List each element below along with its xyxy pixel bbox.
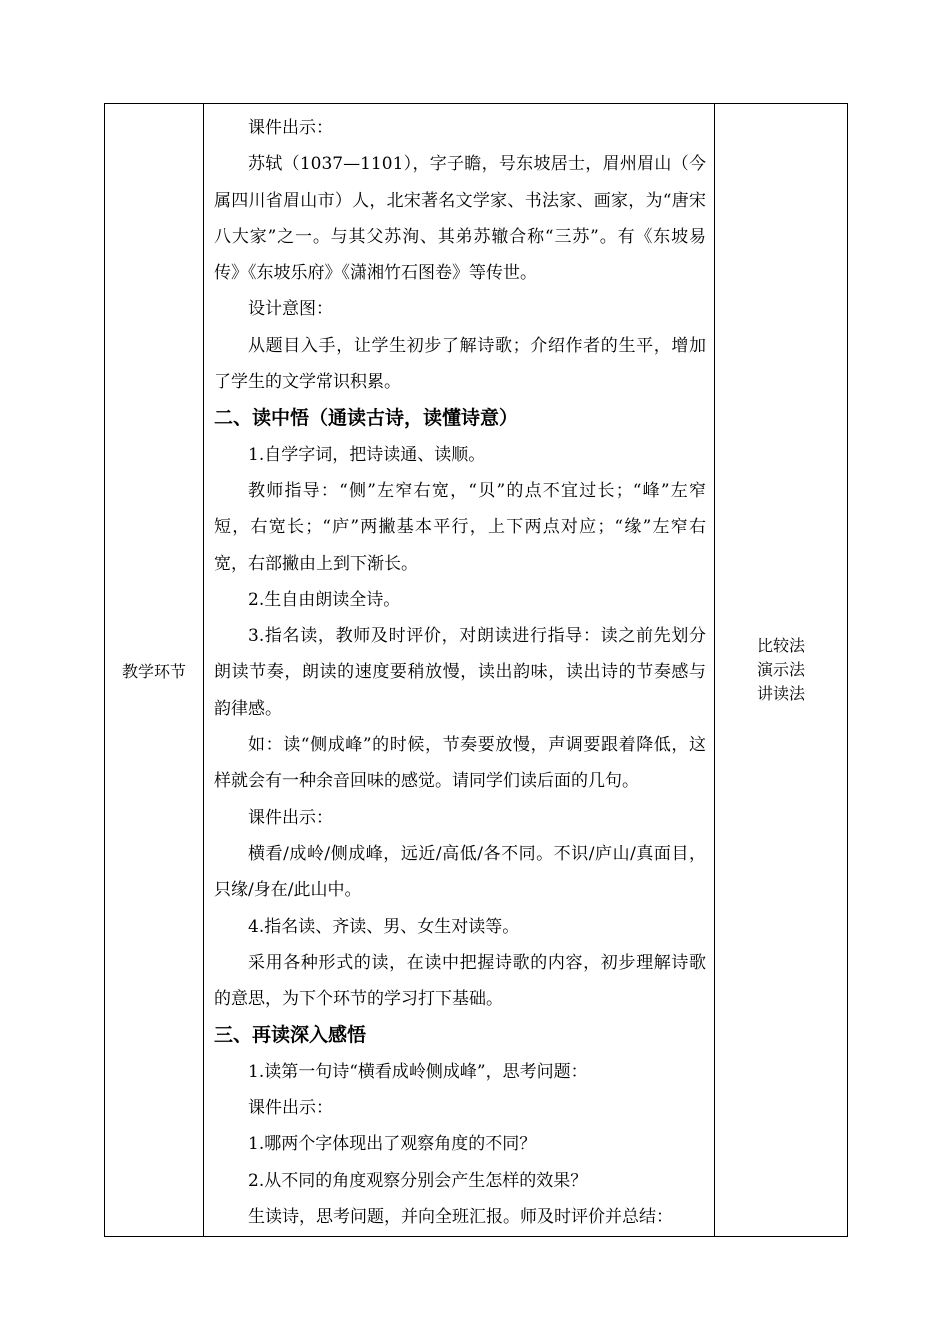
method-item: 比较法: [756, 636, 805, 655]
paragraph: 课件出示：: [248, 1098, 333, 1119]
content-body: [204, 104, 714, 1235]
method-item: 演示法: [756, 660, 805, 679]
methods-cell: [715, 104, 848, 1237]
paragraph: 苏轼（1037—1101），字子瞻，号东坡居士，眉州眉山（今属四川省眉山市）人，北宋著名文学家、书法家、画家，为“唐宋八大家”之一。与其父苏洵、其弟苏辙合称“三苏”。有《东坡易传》《东坡乐府》《潇湘竹石图卷》等传世。: [214, 154, 706, 284]
paragraph: 1.哪两个字体现出了观察角度的不同？: [248, 1134, 537, 1155]
section-label-cell: [105, 104, 204, 1237]
paragraph: 2.从不同的角度观察分别会产生怎样的效果？: [248, 1170, 588, 1191]
method-item: 讲读法: [756, 684, 805, 703]
paragraph: 设计意图：: [248, 299, 333, 320]
section-heading: 三、再读深入感悟: [214, 1024, 367, 1047]
paragraph: 2.生自由朗读全诗。: [248, 589, 401, 610]
paragraph: 1.自学字词，把诗读通、读顺。: [248, 444, 486, 465]
section-label: 教学环节: [121, 661, 186, 681]
paragraph: 生读诗，思考问题，并向全班汇报。师及时评价并总结：: [248, 1206, 673, 1227]
table-row: [105, 104, 848, 1237]
paragraph: 4.指名读、齐读、男、女生对读等。: [248, 916, 520, 937]
section-heading: 二、读中悟（通读古诗，读懂诗意）: [214, 407, 519, 430]
paragraph: 1.读第一句诗“横看成岭侧成峰”，思考问题：: [248, 1061, 588, 1082]
paragraph: 从题目入手，让学生初步了解诗歌；介绍作者的生平，增加了学生的文学常识积累。: [214, 335, 706, 393]
content-cell: [204, 104, 715, 1237]
paragraph: 采用各种形式的读，在读中把握诗歌的内容，初步理解诗歌的意思，为下个环节的学习打下基础。: [214, 952, 706, 1010]
paragraph: 教师指导：“侧”左窄右宽，“贝”的点不宜过长；“峰”左窄短，右宽长；“庐”两撇基本平行，上下两点对应；“缘”左窄右宽，右部撇由上到下渐长。: [214, 480, 706, 574]
paragraph: 课件出示：: [248, 807, 333, 828]
paragraph: 横看/成岭/侧成峰，远近/高低/各不同。不识/庐山/真面目，只缘/身在/此山中。: [214, 843, 706, 901]
lesson-plan-table: [104, 103, 848, 1237]
paragraph: 课件出示：: [248, 118, 333, 138]
paragraph: 如：读“侧成峰”的时候，节奏要放慢，声调要跟着降低，这样就会有一种余音回味的感觉。请同学们读后面的几句。: [214, 735, 706, 792]
paragraph: 3.指名读，教师及时评价，对朗读进行指导：读之前先划分朗读节奏，朗读的速度要稍放慢，读出韵味，读出诗的节奏感与韵律感。: [214, 626, 706, 719]
